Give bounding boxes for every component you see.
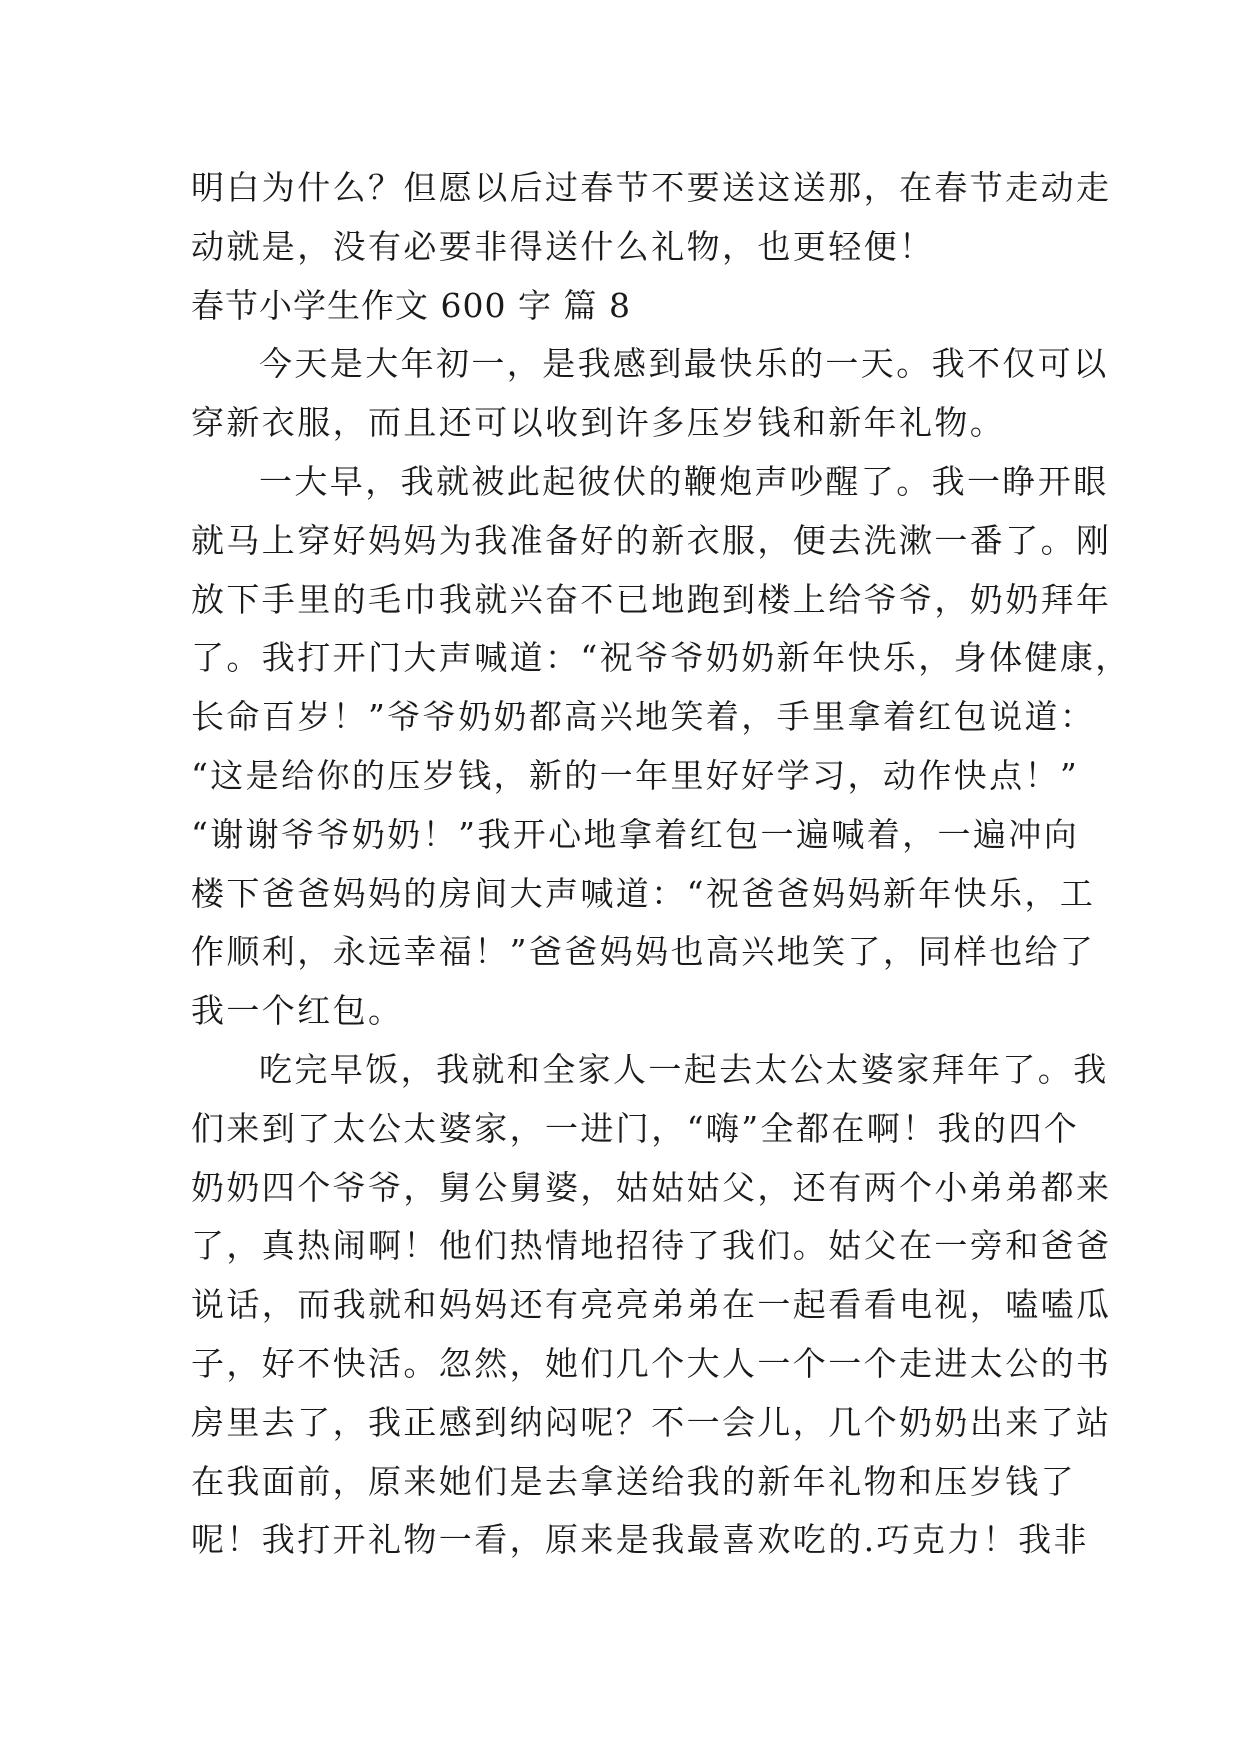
text-line: 明白为什么？但愿以后过春节不要送这送那，在春节走动走 (191, 168, 1112, 207)
text-line: “这是给你的压岁钱，新的一年里好好学习，动作快点！” (191, 755, 1080, 795)
text-line: 作顺利，永远幸福！”爸爸妈妈也高兴地笑了，同样也给了 (191, 932, 1096, 972)
text-line: 在我面前，原来她们是去拿送给我的新年礼物和压岁钱了 (191, 1461, 1076, 1501)
text-line: 楼下爸爸妈妈的房间大声喊道：“祝爸爸妈妈新年快乐，工 (191, 873, 1096, 913)
document-body (191, 159, 1131, 1570)
text-line: 了。我打开门大声喊道：“祝爷爷奶奶新年快乐，身体健康， (191, 638, 1131, 678)
text-line: 了，真热闹啊！他们热情地招待了我们。姑父在一旁和爸爸 (191, 1226, 1112, 1266)
text-line: 们来到了太公太婆家，一进门，“嗨”全都在啊！我的四个 (191, 1108, 1080, 1148)
text-line: 房里去了，我正感到纳闷呢？不一会儿，几个奶奶出来了站 (191, 1402, 1112, 1442)
paragraph-first-line: 一大早，我就被此起彼伏的鞭炮声吵醒了。我一睁开眼 (259, 461, 1109, 501)
text-line: 放下手里的毛巾我就兴奋不已地跑到楼上给爷爷，奶奶拜年 (191, 579, 1112, 619)
paragraph-first-line: 今天是大年初一，是我感到最快乐的一天。我不仅可以 (259, 344, 1109, 384)
text-line: 动就是，没有必要非得送什么礼物，也更轻便！ (191, 226, 935, 266)
paragraph-first-line: 吃完早饭，我就和全家人一起去太公太婆家拜年了。我 (259, 1049, 1109, 1089)
text-line: 穿新衣服，而且还可以收到许多压岁钱和新年礼物。 (191, 403, 1006, 443)
text-line: 长命百岁！”爷爷奶奶都高兴地笑着，手里拿着红包说道： (191, 697, 1096, 737)
section-title: 春节小学生作文 600 字 篇 8 (191, 285, 631, 325)
text-line: 就马上穿好妈妈为我准备好的新衣服，便去洗漱一番了。刚 (191, 520, 1112, 560)
text-line: 奶奶四个爷爷，舅公舅婆，姑姑姑父，还有两个小弟弟都来 (191, 1167, 1112, 1207)
text-line: “谢谢爷爷奶奶！”我开心地拿着红包一遍喊着，一遍冲向 (191, 814, 1080, 854)
text-line: 子，好不快活。忽然，她们几个大人一个一个走进太公的书 (191, 1343, 1112, 1383)
text-line: 我一个红包。 (191, 991, 404, 1031)
text-line: 说话，而我就和妈妈还有亮亮弟弟在一起看看电视，嗑嗑瓜 (191, 1285, 1112, 1325)
text-line: 呢！我打开礼物一看，原来是我最喜欢吃的.巧克力！我非 (191, 1520, 1089, 1560)
